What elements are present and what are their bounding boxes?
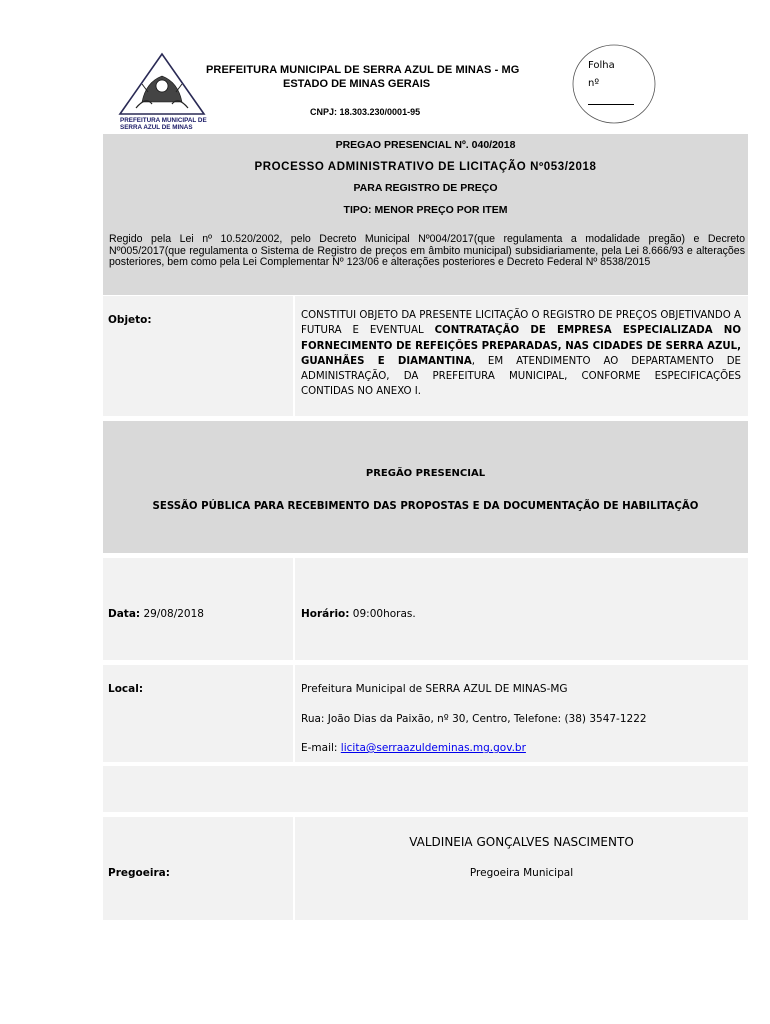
- state-name: ESTADO DE MINAS GERAIS: [283, 78, 431, 90]
- local-line-1: Prefeitura Municipal de SERRA AZUL DE MINAS-MG: [301, 683, 568, 695]
- objeto-text-bold: CONTRATAÇÃO DE EMPRESA ESPECIALIZADA NO FORNECIMENTO DE REFEIÇÕES PREPARADAS, NAS CIDADES DE SERRA AZUL, GUANHÃES E DIAMANTINA: [301, 325, 741, 367]
- objeto-label: Objeto:: [108, 314, 152, 326]
- session-title: PREGÃO PRESENCIAL: [365, 468, 486, 479]
- local-value-cell: [295, 665, 748, 762]
- objeto-label-cell: [103, 296, 293, 416]
- spacer-row: [103, 766, 748, 812]
- objeto-value-cell: [295, 296, 748, 416]
- local-email-row: [301, 742, 526, 754]
- local-label-cell: [103, 665, 293, 762]
- stamp-folha-label: Folha: [588, 60, 615, 71]
- stamp-number-line: [588, 104, 634, 105]
- local-address: Rua: João Dias da Paixão, nº 30, Centro, Telefone: (38) 3547-1222: [301, 713, 647, 725]
- local-label: Local:: [108, 683, 144, 695]
- pregoeira-name: VALDINEIA GONÇALVES NASCIMENTO: [409, 835, 634, 849]
- objeto-text-part2: , EM ATENDIMENTO AO DEPARTAMENTO DE ADMINISTRAÇÃO, DA PREFEITURA MUNICIPAL, CONFORME ESPECIFICAÇÕES CONTIDAS NO ANEXO I.: [301, 355, 741, 398]
- cnpj-number: CNPJ: 18.303.230/0001-95: [310, 107, 421, 117]
- registry-line: PARA REGISTRO DE PREÇO: [353, 182, 498, 194]
- session-subtitle: SESSÃO PÚBLICA PARA RECEBIMENTO DAS PROPOSTAS E DA DOCUMENTAÇÃO DE HABILITAÇÃO: [152, 501, 699, 512]
- svg-text:PREFEITURA MUNICIPAL DE: PREFEITURA MUNICIPAL DE: [120, 117, 207, 124]
- time-value: 09:00horas.: [349, 608, 416, 620]
- time-label: Horário:: [301, 608, 350, 620]
- pregoeira-role: Pregoeira Municipal: [469, 867, 574, 879]
- municipality-logo: [116, 52, 208, 132]
- municipality-name: PREFEITURA MUNICIPAL DE SERRA AZUL DE MINAS - MG: [206, 64, 520, 76]
- title-block: [103, 134, 748, 295]
- session-block: [103, 421, 748, 553]
- email-link[interactable]: licita@serraazuldeminas.mg.gov.br: [340, 742, 526, 754]
- page-number-stamp: [572, 44, 656, 124]
- objeto-text-part1: CONSTITUI OBJETO DA PRESENTE LICITAÇÃO O REGISTRO DE PREÇOS OBJETIVANDO A FUTURA E EVENTUAL: [301, 310, 741, 337]
- date-label: Data:: [108, 608, 141, 620]
- pregoeira-label-cell: [103, 817, 293, 920]
- email-label: E-mail:: [301, 742, 341, 754]
- pregoeira-label: Pregoeira:: [108, 867, 170, 879]
- pregao-number: PREGAO PRESENCIAL Nº. 040/2018: [335, 139, 516, 151]
- pregoeira-value-cell: [295, 817, 748, 920]
- time-cell: [295, 558, 748, 660]
- date-field: [108, 608, 204, 620]
- type-line: TIPO: MENOR PREÇO POR ITEM: [343, 204, 508, 216]
- date-value: 29/08/2018: [140, 608, 204, 620]
- document-header: [0, 0, 770, 140]
- process-number: PROCESSO ADMINISTRATIVO DE LICITAÇÃO Nº053/2018: [254, 161, 597, 173]
- date-cell: [103, 558, 293, 660]
- svg-text:SERRA AZUL DE MINAS: SERRA AZUL DE MINAS: [120, 124, 193, 131]
- stamp-number-label: nº: [588, 78, 600, 89]
- objeto-text: [301, 308, 741, 400]
- legal-basis-text: Regido pela Lei nº 10.520/2002, pelo Decreto Municipal Nº004/2017(que regulamenta a modalidade pregão) e Decreto Nº005/2017(que regulamenta o Sistema de Registro de preços em âmbito municipal) subsidiariamente, pela Lei 8.666/93 e alterações posteriores, bem como pela Lei Complementar Nº 123/06 e alterações posteriores e Decreto Federal Nº 8538/2015: [109, 233, 745, 268]
- time-field: [301, 608, 416, 620]
